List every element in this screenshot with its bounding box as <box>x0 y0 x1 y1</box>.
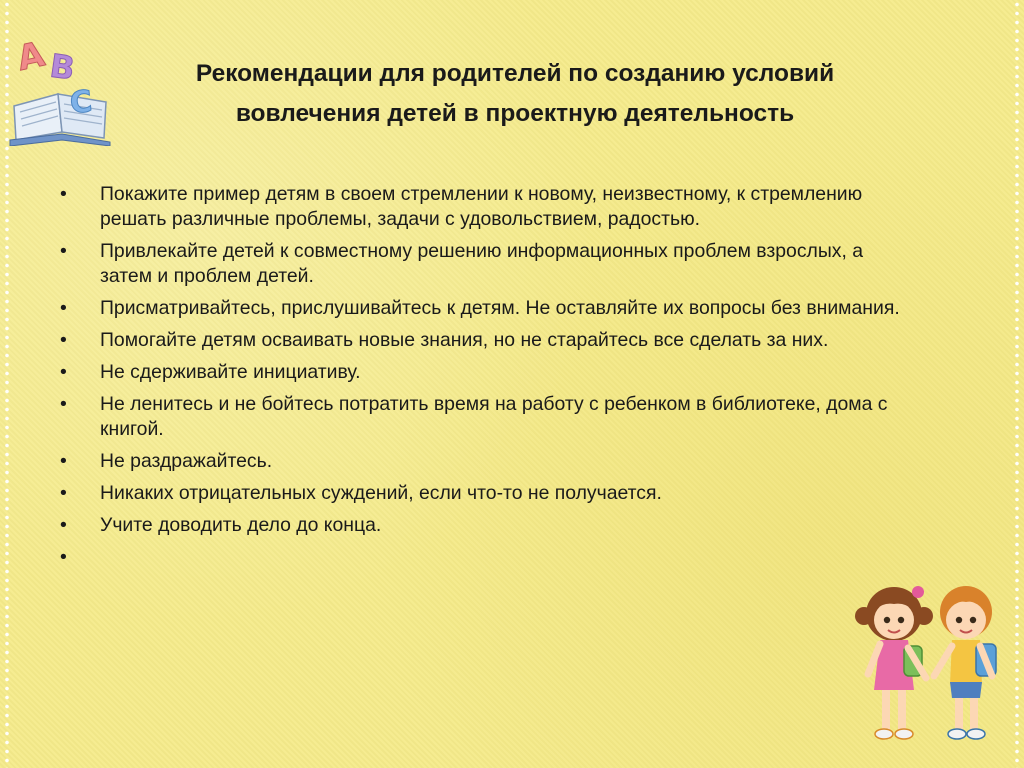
bullet-icon: • <box>60 183 67 205</box>
list-item <box>60 182 920 232</box>
boy-figure <box>934 586 996 739</box>
list-item <box>60 328 920 353</box>
girl-figure <box>855 586 933 739</box>
recommendations-list <box>60 182 920 577</box>
list-item-empty <box>60 545 920 570</box>
list-item-text: Учите доводить дело до конца. <box>100 514 382 536</box>
bullet-icon: • <box>60 546 67 568</box>
list-item-text: Никаких отрицательных суждений, если что-то не получается. <box>100 482 662 504</box>
bullet-icon: • <box>60 240 67 262</box>
list-item <box>60 239 920 289</box>
list-item <box>60 513 920 538</box>
list-item-text: Не раздражайтесь. <box>100 450 273 472</box>
list-item-text: Покажите пример детям в своем стремлении к новому, неизвестному, к стремлению решать различные проблемы, задачи с удовольствием, радостью. <box>100 183 863 230</box>
list-item-text: Привлекайте детей к совместному решению информационных проблем взрослых, а затем и проблем детей. <box>100 240 864 287</box>
book-letter-b: B <box>47 46 78 88</box>
slide-title-line-1: Рекомендации для родителей по созданию условий <box>195 60 835 87</box>
list-item <box>60 392 920 442</box>
list-item-text: Не сдерживайте инициативу. <box>100 361 361 383</box>
bullet-icon: • <box>60 361 67 383</box>
list-item-text: Присматривайтесь, прислушивайтесь к детям. Не оставляйте их вопросы без внимания. <box>100 297 900 319</box>
bullet-icon: • <box>60 482 67 504</box>
bullet-icon: • <box>60 514 67 536</box>
list-item-text: Не ленитесь и не бойтесь потратить время на работу с ребенком в библиотеке, дома с книгой. <box>100 393 888 440</box>
bullet-icon: • <box>60 297 67 319</box>
list-item <box>60 296 920 321</box>
list-item <box>60 481 920 506</box>
bullet-icon: • <box>60 393 67 415</box>
book-letter-c: C <box>68 84 94 122</box>
book-letter-a: A <box>13 34 48 80</box>
list-item <box>60 360 920 385</box>
list-item-text: Помогайте детям осваивать новые знания, но не старайтесь все сделать за них. <box>100 329 829 351</box>
slide-title-line-2: вовлечения детей в проектную деятельность <box>235 100 795 127</box>
bullet-icon: • <box>60 329 67 351</box>
list-item <box>60 449 920 474</box>
abc-book-icon <box>6 28 118 146</box>
kids-illustration-icon <box>852 572 1010 752</box>
right-dotted-border <box>1014 0 1020 768</box>
bullet-icon: • <box>60 450 67 472</box>
slide-title <box>110 54 920 134</box>
